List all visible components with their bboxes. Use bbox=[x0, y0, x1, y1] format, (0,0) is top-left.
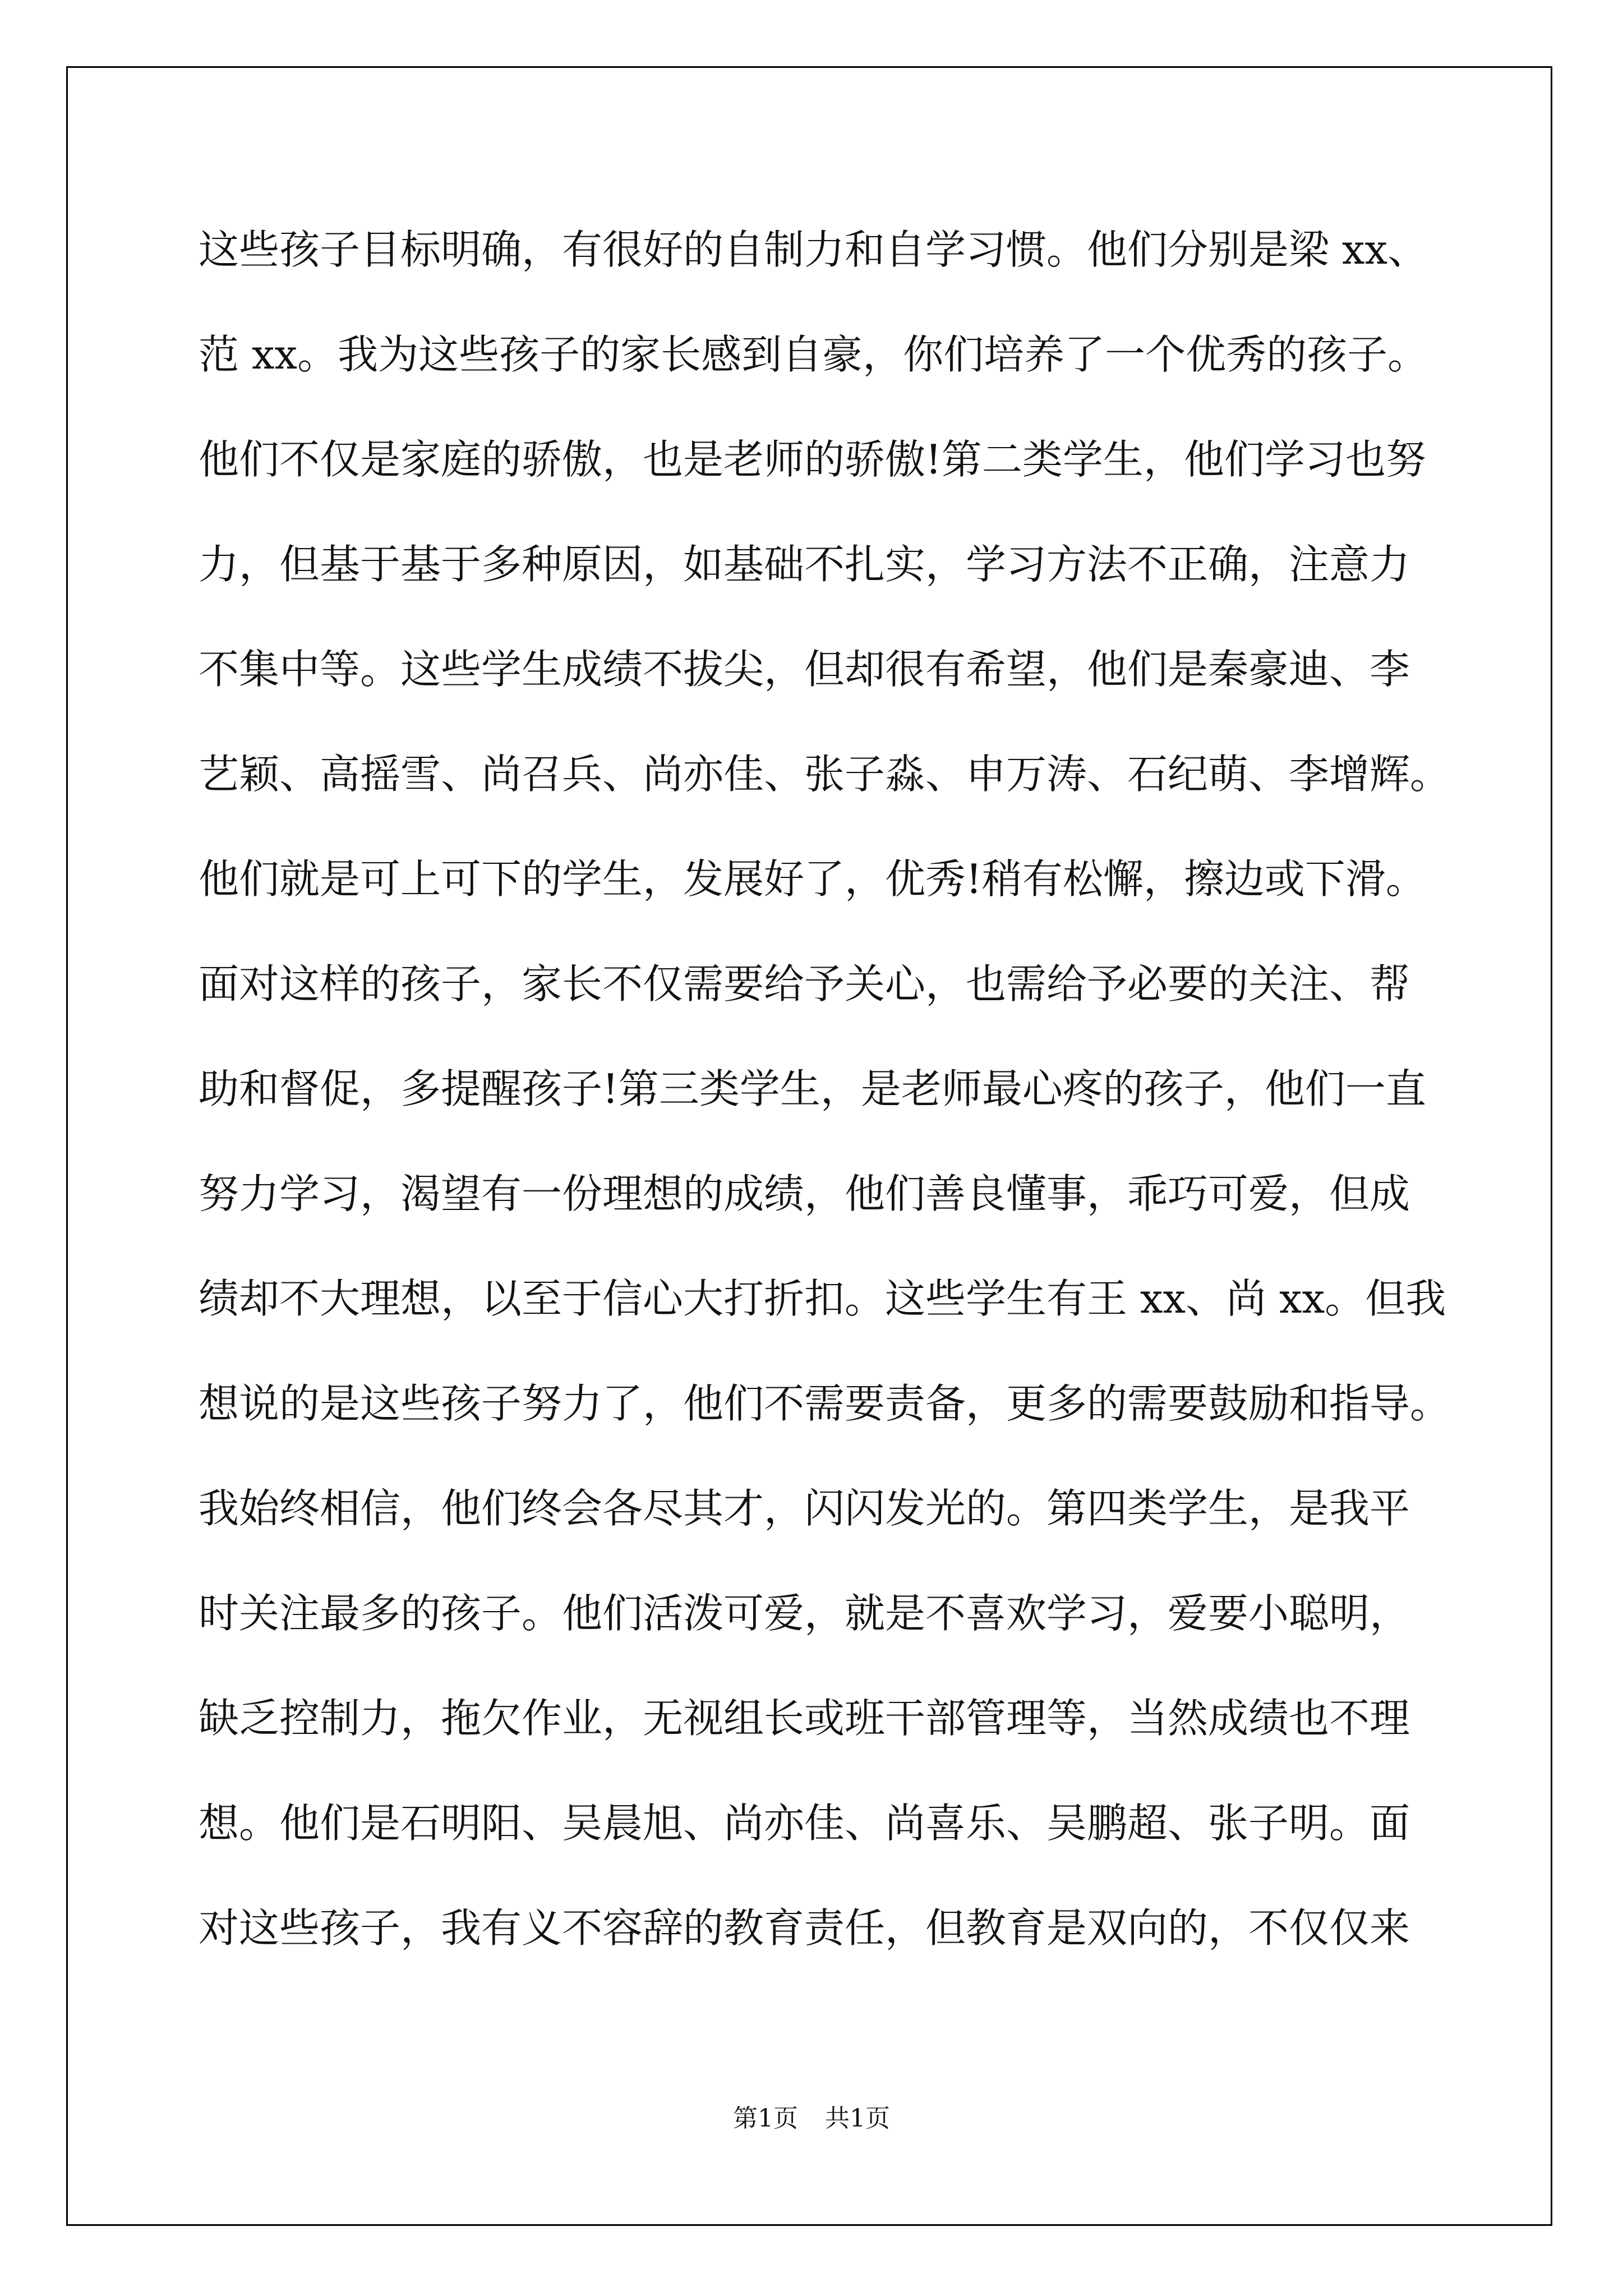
document-body bbox=[199, 219, 1451, 2002]
text-line: 助和督促，多提醒孩子!第三类学生，是老师最心疼的孩子，他们一直 bbox=[199, 1065, 1426, 1112]
page-total: 共1页 bbox=[825, 2104, 890, 2133]
text-line: 他们不仅是家庭的骄傲，也是老师的骄傲!第二类学生，他们学习也努 bbox=[199, 436, 1426, 483]
text-line: 艺颖、高摇雪、尚召兵、尚亦佳、张子淼、申万涛、石纪萌、李增辉。 bbox=[199, 751, 1451, 798]
text-line: 想。他们是石明阳、吴晨旭、尚亦佳、尚喜乐、吴鹏超、张子明。面 bbox=[199, 1800, 1410, 1847]
text-line: 我始终相信，他们终会各尽其才，闪闪发光的。第四类学生，是我平 bbox=[199, 1485, 1410, 1532]
text-line: 对这些孩子，我有义不容辞的教育责任，但教育是双向的，不仅仅来 bbox=[199, 1904, 1410, 1952]
text-line: 这些孩子目标明确，有很好的自制力和自学习惯。他们分别是梁 xx、 bbox=[199, 226, 1428, 273]
text-line: 时关注最多的孩子。他们活泼可爱，就是不喜欢学习，爱要小聪明， bbox=[199, 1590, 1410, 1637]
text-line: 范 xx。我为这些孩子的家长感到自豪，你们培养了一个优秀的孩子。 bbox=[199, 331, 1428, 378]
text-line: 努力学习，渴望有一份理想的成绩，他们善良懂事，乖巧可爱，但成 bbox=[199, 1170, 1410, 1217]
text-line: 力，但基于基于多种原因，如基础不扎实，学习方法不正确，注意力 bbox=[199, 541, 1410, 588]
text-line: 缺乏控制力，拖欠作业，无视组长或班干部管理等，当然成绩也不理 bbox=[199, 1695, 1410, 1742]
page-number: 第1页 bbox=[733, 2104, 798, 2133]
text-line: 绩却不大理想，以至于信心大打折扣。这些学生有王 xx、尚 xx。但我 bbox=[199, 1275, 1446, 1322]
text-line: 想说的是这些孩子努力了，他们不需要责备，更多的需要鼓励和指导。 bbox=[199, 1380, 1451, 1427]
text-line: 面对这样的孩子，家长不仅需要给予关心，也需给予必要的关注、帮 bbox=[199, 960, 1410, 1007]
page-footer bbox=[0, 2098, 1623, 2134]
text-line: 他们就是可上可下的学生，发展好了，优秀!稍有松懈，擦边或下滑。 bbox=[199, 855, 1426, 903]
text-line: 不集中等。这些学生成绩不拔尖，但却很有希望，他们是秦豪迪、李 bbox=[199, 646, 1410, 693]
